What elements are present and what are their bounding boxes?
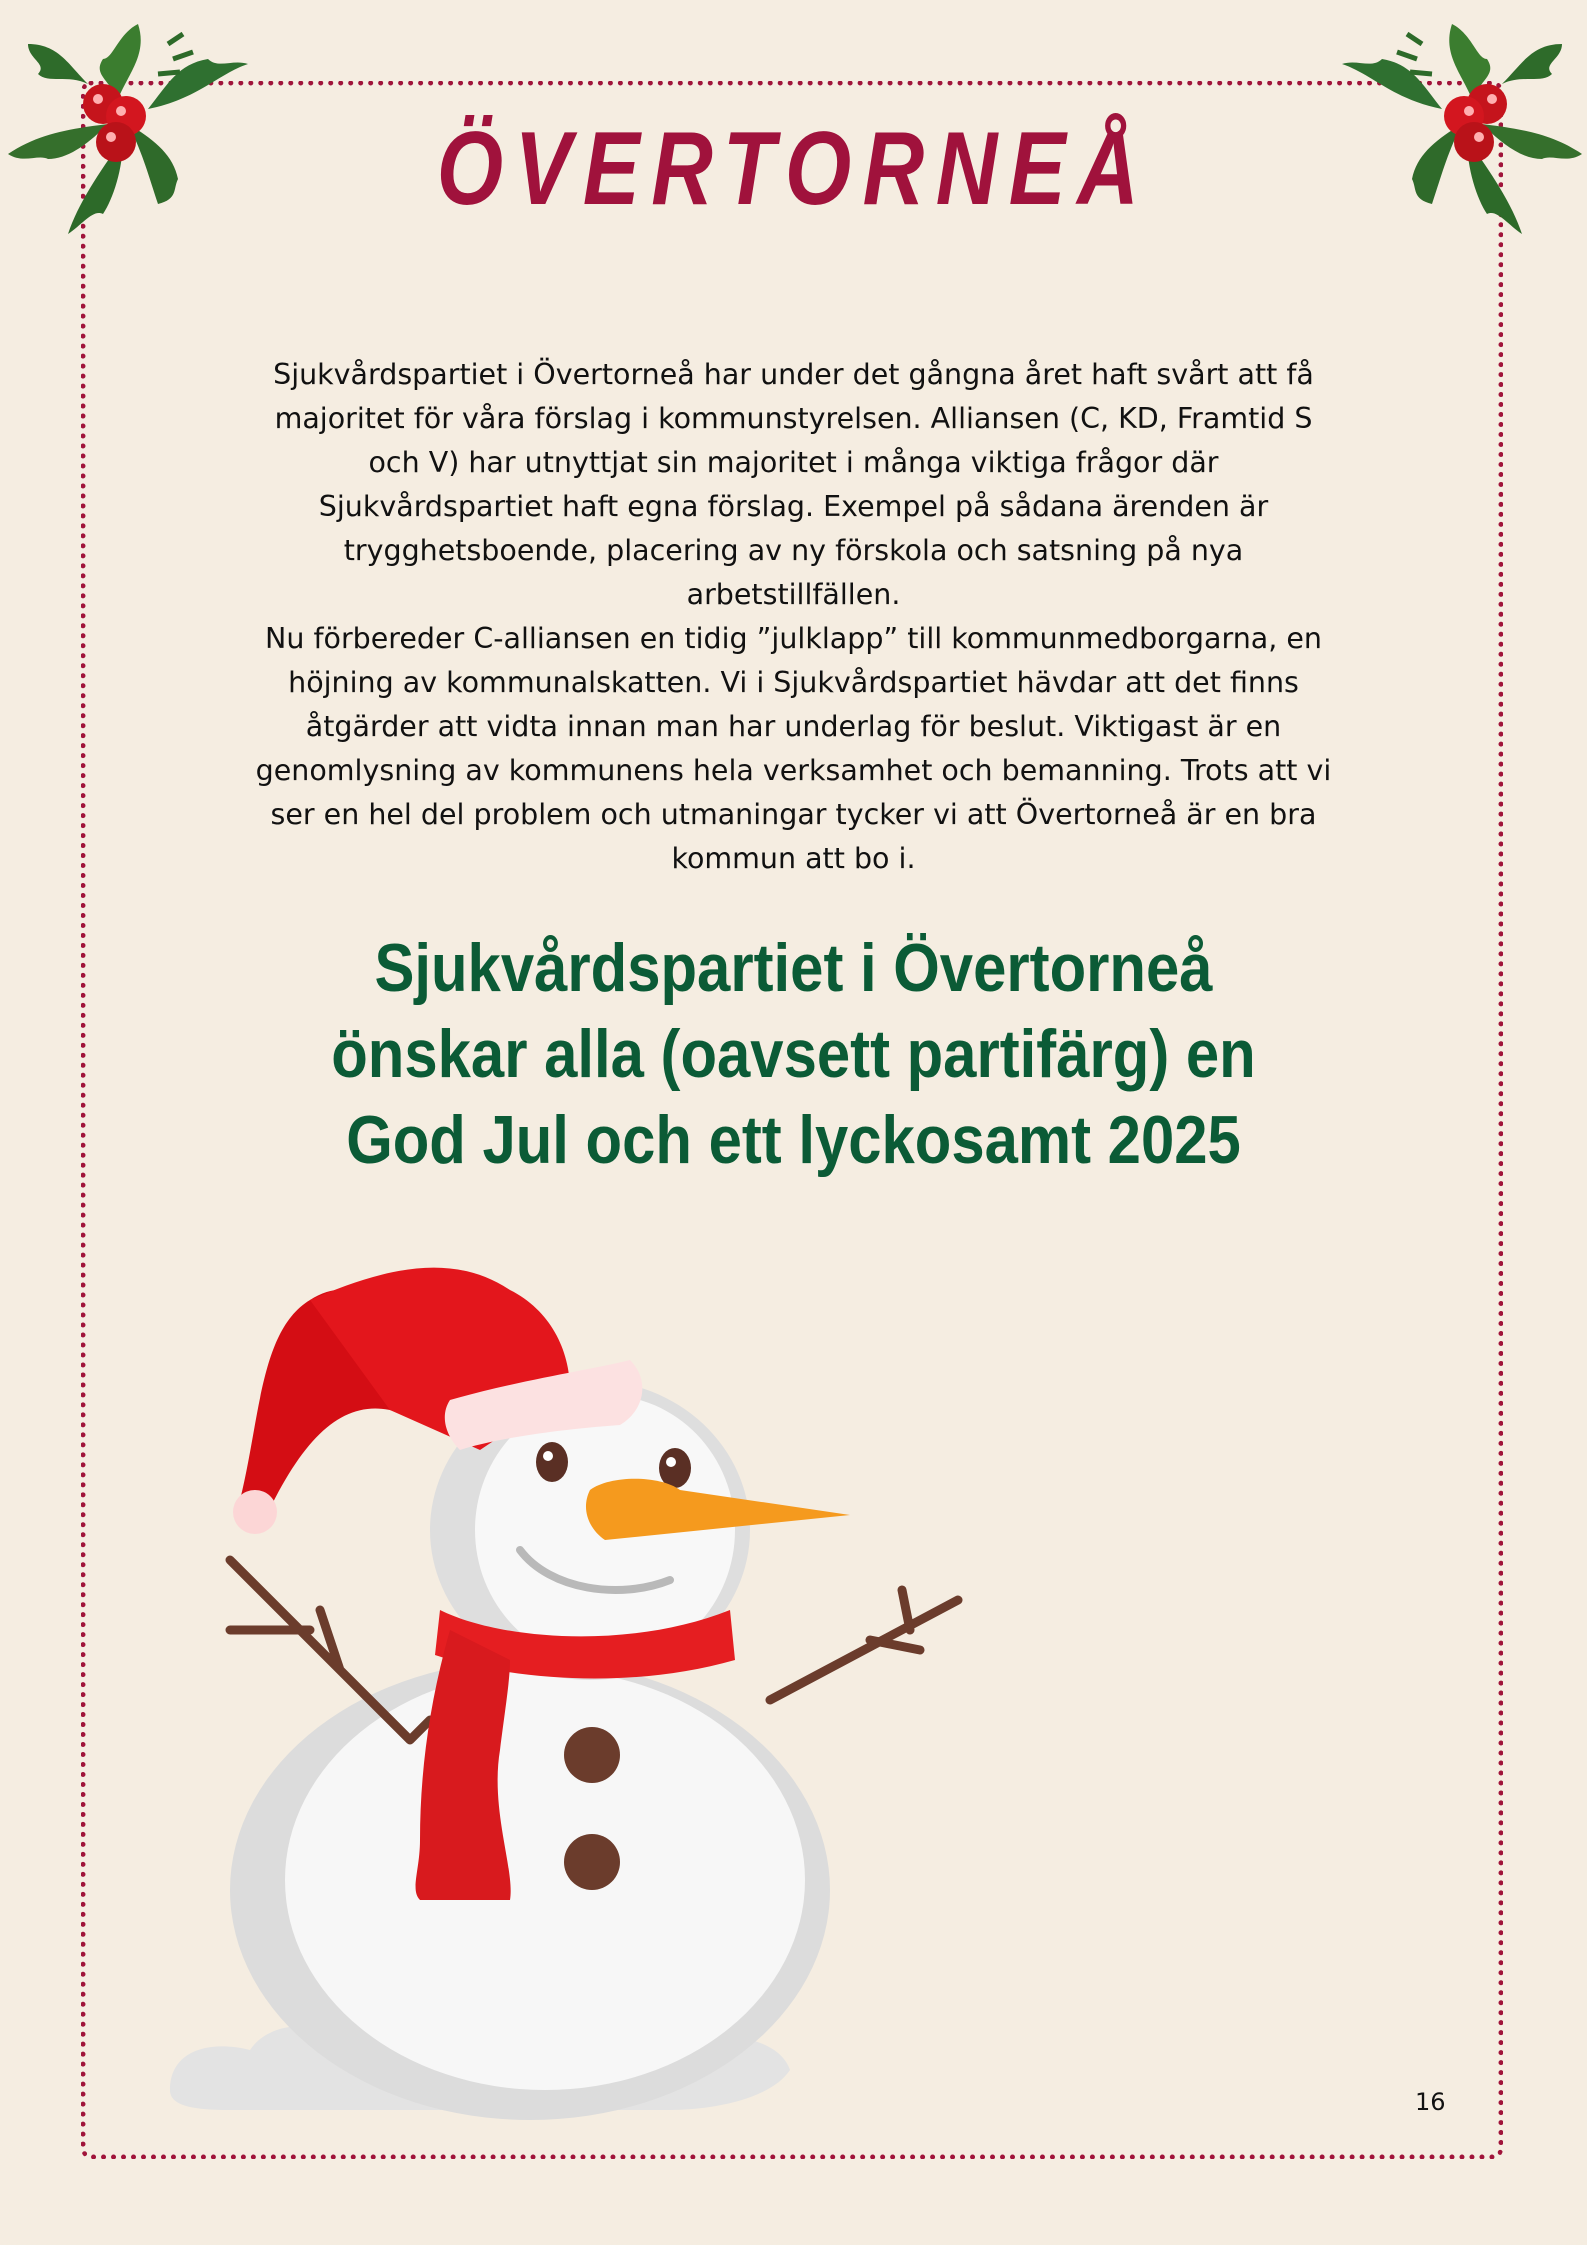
christmas-greeting: Sjukvårdspartiet i Övertorneå önskar alla (oavsett partifärg) en God Jul och ett lyckosamt 2025 bbox=[331, 930, 1256, 1178]
article-body bbox=[250, 353, 1337, 881]
snowman-illustration bbox=[150, 1250, 970, 2130]
page-title: ÖVERTORNEÅ bbox=[436, 111, 1151, 227]
paragraph: Nu förbereder C-alliansen en tidig ”julklapp” till kommunmedborgarna, en höjning av kommunalskatten. Vi i Sjukvårdspartiet hävdar att det finns åtgärder att vidta innan man har underlag för beslut. Viktigast är en genomlysning av kommunens hela verksamhet och bemanning. Trots att vi ser en hel del problem och utmaningar tycker vi att Övertorneå är en bra kommun att bo i. bbox=[255, 622, 1332, 875]
paragraph: Sjukvårdspartiet i Övertorneå har under det gångna året haft svårt att få majoritet för våra förslag i kommunstyrelsen. Alliansen (C, KD, Framtid S och V) har utnyttjat sin majoritet i många viktiga frågor där Sjukvårdspartiet haft egna förslag. Exempel på sådana ärenden är trygghetsboende, placering av ny förskola och satsning på nya arbetstillfällen. bbox=[273, 358, 1314, 611]
page-number: 16 bbox=[1415, 2088, 1446, 2116]
